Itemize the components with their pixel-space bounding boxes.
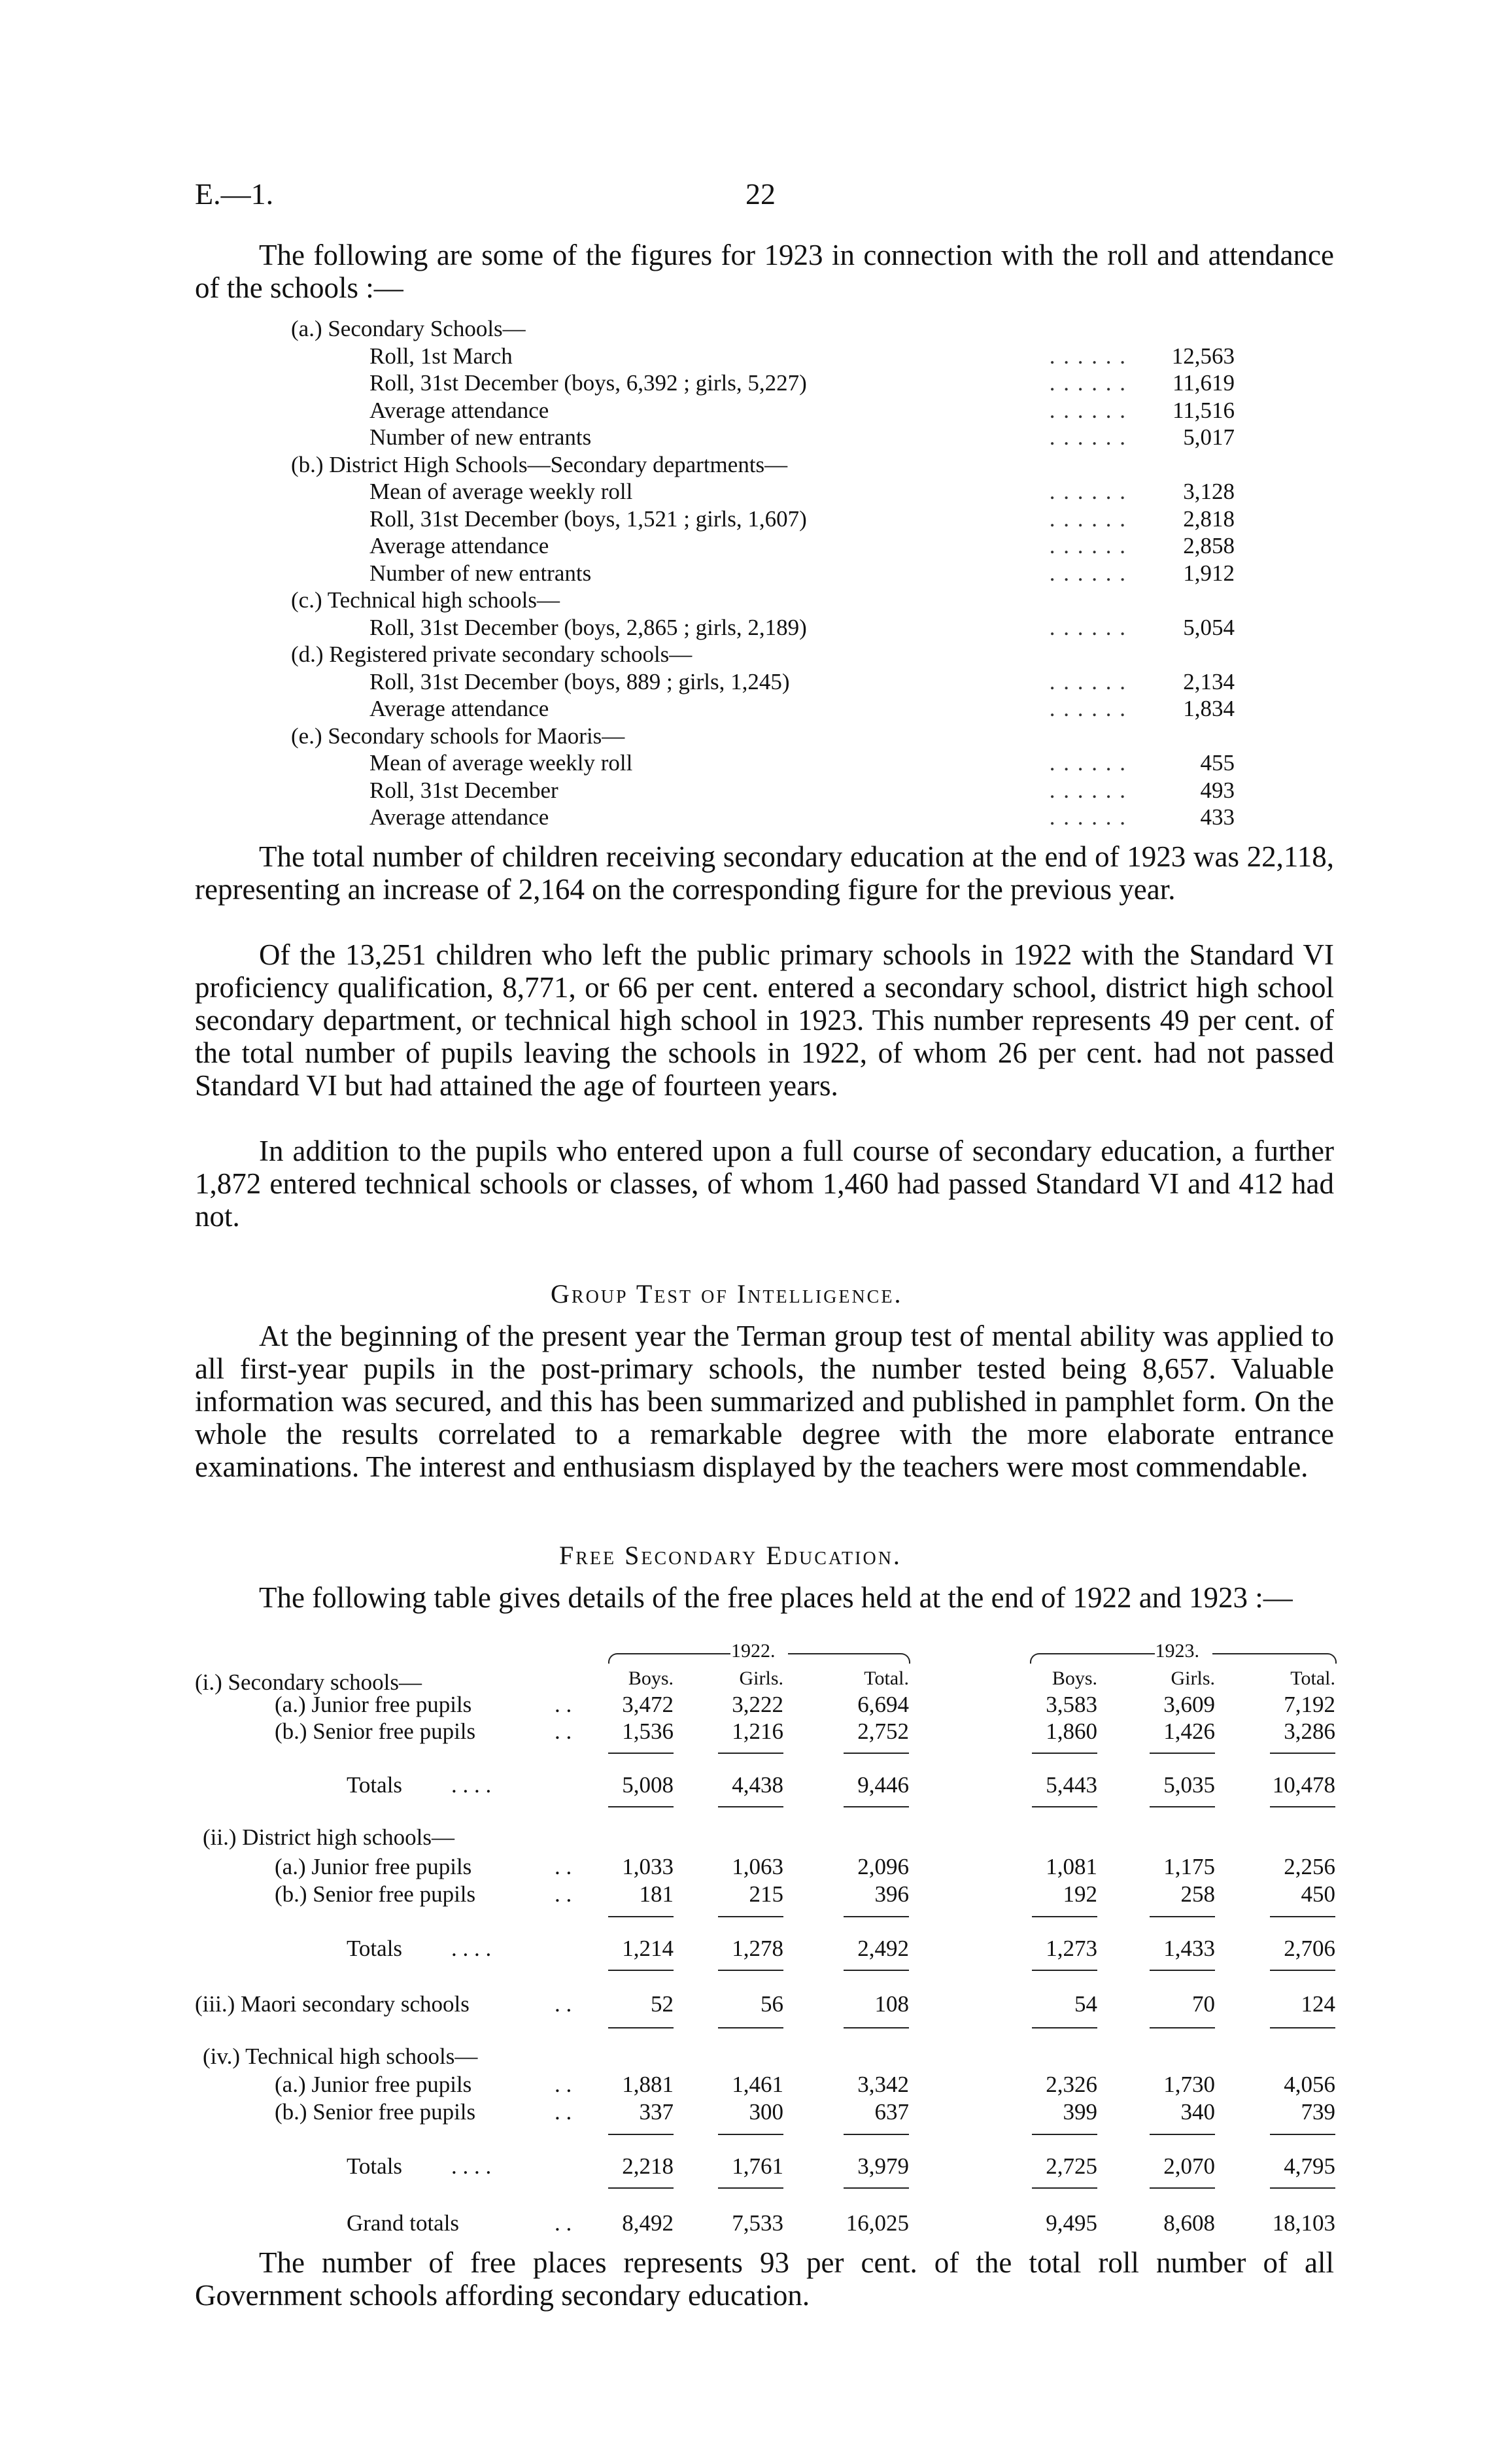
total-rule (1032, 2134, 1097, 2135)
total-rule (1150, 1970, 1215, 1971)
table-cell: 399 (1063, 2099, 1097, 2125)
table-row-label: (iii.) Maori secondary schools (195, 1991, 470, 2017)
paragraph-technical-entrants: In addition to the pupils who entered upon a full course of secondary education, a further 1,872 entered technical schools or classes, of whom 1,460 had passed Standard VI and 412 had not. (195, 1135, 1334, 1233)
total-rule (608, 1970, 674, 1971)
table-cell: 1,730 (1163, 2072, 1215, 2097)
table-cell: 300 (749, 2099, 783, 2125)
table-cell: 1,426 (1163, 1719, 1215, 1744)
paragraph-total-secondary: The total number of children receiving secondary education at the end of 1923 was 22,118, representing an increase of 2,164 on the corresponding figure for the previous year. (195, 840, 1334, 906)
table-cell: 3,609 (1163, 1692, 1215, 1717)
year-brace-left (608, 1653, 730, 1664)
leader-dots: . . (555, 2210, 572, 2236)
table-cell: 1,273 (1046, 1936, 1097, 1961)
paragraph-terman-test: At the beginning of the present year the Terman group test of mental ability was applied to all first-year pupils in the post-primary schools, the number tested being 8,657. Valuable information was secured, and this has been summarized and published in pamphlet form. On the whole the results correlated to a remarkable degree with the more elaborate entrance examinations. The interest and enthusiasm displayed by the teachers were most commendable. (195, 1320, 1334, 1483)
table-cell: 56 (761, 1991, 783, 2017)
paragraph-free-places-percent: The number of free places represents 93 per cent. of the total roll number of all Government schools affording secondary education. (195, 2246, 1334, 2312)
total-rule (1150, 2187, 1215, 2189)
stats-item-value: 11,619 (1172, 370, 1235, 396)
table-cell: 1,063 (732, 1854, 783, 1879)
table-cell: 16,025 (846, 2210, 909, 2236)
table-cell: 1,175 (1163, 1854, 1215, 1879)
column-header: Girls. (1171, 1668, 1215, 1689)
total-rule (718, 1753, 783, 1754)
leader-dots: . . . . . . (1049, 505, 1127, 532)
total-rule (1150, 1916, 1215, 1917)
table-cell: 1,033 (622, 1854, 674, 1879)
table-cell: 1,881 (622, 2072, 674, 2097)
leader-dots: . . . . . . (1049, 479, 1127, 504)
section-heading-intelligence: Group Test of Intelligence. (551, 1279, 903, 1309)
table-cell: 9,495 (1046, 2210, 1097, 2236)
table-cell: 3,583 (1046, 1692, 1097, 1717)
leader-dots: . . (555, 1719, 572, 1744)
leader-dots: . . . . . . (1049, 533, 1127, 558)
stats-item-label: Average attendance (369, 696, 549, 721)
total-rule (844, 2134, 909, 2135)
intro-paragraph: The following are some of the figures for 1923 in connection with the roll and attendance of the schools :— (195, 239, 1334, 304)
leader-dots: . . . . . . (1049, 804, 1127, 830)
column-header: Boys. (628, 1668, 674, 1689)
table-cell: 3,472 (622, 1692, 674, 1717)
table-cell: 54 (1074, 1991, 1097, 2017)
stats-item-label: Roll, 31st December (boys, 2,865 ; girls, 2,189) (369, 614, 807, 640)
table-cell: 1,860 (1046, 1719, 1097, 1744)
leader-dots: . . . . (451, 1936, 492, 1961)
table-cell: 1,278 (732, 1936, 783, 1961)
leader-dots: . . (555, 2072, 572, 2097)
table-cell: 7,192 (1284, 1692, 1335, 1717)
table-cell: 6,694 (857, 1692, 909, 1717)
total-rule (1150, 2134, 1215, 2135)
total-rule (844, 1753, 909, 1754)
stats-item-label: Roll, 31st December (boys, 1,521 ; girls, 1,607) (369, 505, 807, 532)
stats-item-value: 11,516 (1172, 397, 1235, 423)
table-cell: 2,096 (857, 1854, 909, 1879)
leader-dots: . . . . . . (1049, 614, 1127, 640)
table-cell: 215 (749, 1881, 783, 1907)
leader-dots: . . (555, 1991, 572, 2017)
table-cell: 181 (639, 1881, 674, 1907)
table-cell: 2,725 (1046, 2153, 1097, 2179)
total-rule (608, 2027, 674, 2028)
total-rule (1150, 2027, 1215, 2028)
leader-dots: . . (555, 1854, 572, 1879)
leader-dots: . . . . . . (1049, 750, 1127, 776)
table-cell: 8,492 (622, 2210, 674, 2236)
table-cell: 4,056 (1284, 2072, 1335, 2097)
table-cell: 18,103 (1272, 2210, 1335, 2236)
stats-item-value: 2,818 (1183, 505, 1235, 532)
table-row-label: Totals (347, 2153, 403, 2179)
total-rule (608, 1753, 674, 1754)
table-cell: 1,433 (1163, 1936, 1215, 1961)
stats-item-label: Number of new entrants (369, 560, 592, 586)
total-rule (718, 2187, 783, 2189)
stats-item-value: 1,912 (1183, 560, 1235, 586)
table-cell: 52 (651, 1991, 674, 2017)
total-rule (718, 2027, 783, 2028)
table-cell: 2,070 (1163, 2153, 1215, 2179)
stats-group-title: (a.) Secondary Schools— (291, 316, 526, 341)
total-rule (1032, 2187, 1097, 2189)
leader-dots: . . . . . . (1049, 343, 1127, 369)
column-header: Total. (1290, 1668, 1335, 1689)
table-cell: 5,443 (1046, 1772, 1097, 1798)
table-cell: 258 (1180, 1881, 1215, 1907)
table-cell: 108 (874, 1991, 909, 2017)
document-code: E.—1. (195, 177, 274, 211)
table-cell: 396 (874, 1881, 909, 1907)
year-1923-label: 1923. (1155, 1640, 1199, 1662)
total-rule (1270, 2187, 1335, 2189)
stats-item-value: 5,054 (1183, 614, 1235, 640)
table-cell: 1,214 (622, 1936, 674, 1961)
table-cell: 70 (1192, 1991, 1215, 2017)
stats-group-title: (e.) Secondary schools for Maoris— (291, 723, 625, 749)
stats-group-title: (b.) District High Schools—Secondary departments— (291, 451, 788, 477)
table-row-label: Totals (347, 1936, 403, 1961)
table-row-label: (a.) Junior free pupils (275, 1854, 472, 1879)
table-row-label: (b.) Senior free pupils (275, 1719, 476, 1744)
table-cell: 340 (1180, 2099, 1215, 2125)
total-rule (844, 1916, 909, 1917)
leader-dots: . . . . (451, 2153, 492, 2179)
stats-item-label: Roll, 1st March (369, 343, 513, 369)
total-rule (1032, 1970, 1097, 1971)
leader-dots: . . (555, 2099, 572, 2125)
table-row-label: Grand totals (347, 2210, 460, 2236)
table-cell: 1,536 (622, 1719, 674, 1744)
stats-group-title: (d.) Registered private secondary schools— (291, 642, 693, 667)
table-cell: 4,438 (732, 1772, 783, 1798)
total-rule (844, 1806, 909, 1807)
table-cell: 3,979 (857, 2153, 909, 2179)
leader-dots: . . . . . . (1049, 696, 1127, 721)
total-rule (1032, 1916, 1097, 1917)
table-cell: 450 (1301, 1881, 1335, 1907)
total-rule (718, 1806, 783, 1807)
table-cell: 5,035 (1163, 1772, 1215, 1798)
table-cell: 2,218 (622, 2153, 674, 2179)
table-cell: 4,795 (1284, 2153, 1335, 2179)
stats-item-label: Average attendance (369, 397, 549, 423)
table-cell: 9,446 (857, 1772, 909, 1798)
leader-dots: . . (555, 1881, 572, 1907)
total-rule (608, 1916, 674, 1917)
table-row-label: (iv.) Technical high schools— (203, 2044, 478, 2069)
table-row-label: (a.) Junior free pupils (275, 1692, 472, 1717)
leader-dots: . . . . . . (1049, 424, 1127, 450)
stats-item-value: 3,128 (1183, 479, 1235, 504)
table-cell: 637 (874, 2099, 909, 2125)
section-heading-free-education: Free Secondary Education. (559, 1541, 902, 1570)
table-cell: 337 (639, 2099, 674, 2125)
stats-item-value: 455 (1200, 750, 1235, 776)
table-cell: 1,216 (732, 1719, 783, 1744)
leader-dots: . . (555, 1692, 572, 1717)
total-rule (1270, 1753, 1335, 1754)
table-cell: 3,222 (732, 1692, 783, 1717)
total-rule (1270, 2134, 1335, 2135)
total-rule (1150, 1806, 1215, 1807)
table-cell: 2,326 (1046, 2072, 1097, 2097)
table-row-label: (a.) Junior free pupils (275, 2072, 472, 2097)
table-cell: 1,761 (732, 2153, 783, 2179)
year-brace-left (1030, 1653, 1155, 1664)
total-rule (1270, 1806, 1335, 1807)
total-rule (1032, 2027, 1097, 2028)
table-cell: 2,492 (857, 1936, 909, 1961)
column-header: Total. (864, 1668, 909, 1689)
paragraph-primary-leavers: Of the 13,251 children who left the public primary schools in 1922 with the Standard VI proficiency qualification, 8,771, or 66 per cent. entered a secondary school, district high school secondary department, or technical high school in 1923. This number represents 49 per cent. of the total number of pupils leaving the schools in 1922, of whom 26 per cent. had not passed Standard VI but had attained the age of fourteen years. (195, 938, 1334, 1102)
table-cell: 2,752 (857, 1719, 909, 1744)
table-cell: 124 (1301, 1991, 1335, 2017)
table-cell: 3,342 (857, 2072, 909, 2097)
total-rule (1270, 1970, 1335, 1971)
total-rule (1032, 1806, 1097, 1807)
total-rule (608, 2187, 674, 2189)
table-cell: 2,256 (1284, 1854, 1335, 1879)
total-rule (844, 1970, 909, 1971)
stats-item-label: Roll, 31st December (boys, 6,392 ; girls, 5,227) (369, 370, 807, 396)
page-number: 22 (745, 177, 776, 211)
table-row-label: (i.) Secondary schools— (195, 1669, 422, 1695)
leader-dots: . . . . . . (1049, 777, 1127, 803)
table-cell: 7,533 (732, 2210, 783, 2236)
table-cell: 739 (1301, 2099, 1335, 2125)
table-row-label: (ii.) District high schools— (203, 1824, 454, 1850)
table-cell: 3,286 (1284, 1719, 1335, 1744)
stats-item-value: 5,017 (1183, 424, 1235, 450)
total-rule (844, 2187, 909, 2189)
stats-item-value: 2,858 (1183, 533, 1235, 558)
table-row-label: (b.) Senior free pupils (275, 2099, 476, 2125)
table-cell: 5,008 (622, 1772, 674, 1798)
total-rule (718, 1970, 783, 1971)
column-header: Girls. (739, 1668, 783, 1689)
stats-item-label: Roll, 31st December (369, 777, 558, 803)
total-rule (718, 2134, 783, 2135)
leader-dots: . . . . . . (1049, 370, 1127, 396)
year-brace-right (1212, 1653, 1337, 1664)
stats-item-value: 493 (1200, 777, 1235, 803)
total-rule (608, 1806, 674, 1807)
column-header: Boys. (1052, 1668, 1097, 1689)
year-brace-right (788, 1653, 910, 1664)
table-row-label: (b.) Senior free pupils (275, 1881, 476, 1907)
stats-item-value: 2,134 (1183, 668, 1235, 694)
stats-item-label: Number of new entrants (369, 424, 592, 450)
stats-item-label: Average attendance (369, 804, 549, 830)
paragraph-table-intro: The following table gives details of the free places held at the end of 1922 and 1923 :— (259, 1581, 1293, 1614)
table-cell: 1,461 (732, 2072, 783, 2097)
total-rule (1270, 2027, 1335, 2028)
leader-dots: . . . . . . (1049, 560, 1127, 586)
total-rule (1270, 1916, 1335, 1917)
table-cell: 1,081 (1046, 1854, 1097, 1879)
stats-item-value: 12,563 (1171, 343, 1235, 369)
stats-item-label: Average attendance (369, 533, 549, 558)
stats-group-title: (c.) Technical high schools— (291, 587, 560, 613)
table-row-label: Totals (347, 1772, 403, 1798)
table-cell: 10,478 (1272, 1772, 1335, 1798)
stats-item-label: Mean of average weekly roll (369, 750, 633, 776)
total-rule (844, 2027, 909, 2028)
stats-item-label: Mean of average weekly roll (369, 479, 633, 504)
stats-item-label: Roll, 31st December (boys, 889 ; girls, 1,245) (369, 668, 790, 694)
total-rule (718, 1916, 783, 1917)
year-1922-label: 1922. (731, 1640, 776, 1662)
total-rule (1150, 1753, 1215, 1754)
stats-item-value: 433 (1200, 804, 1235, 830)
total-rule (608, 2134, 674, 2135)
table-cell: 192 (1063, 1881, 1097, 1907)
total-rule (1032, 1753, 1097, 1754)
table-cell: 2,706 (1284, 1936, 1335, 1961)
leader-dots: . . . . . . (1049, 397, 1127, 423)
table-cell: 8,608 (1163, 2210, 1215, 2236)
leader-dots: . . . . (451, 1772, 492, 1798)
stats-item-value: 1,834 (1183, 696, 1235, 721)
leader-dots: . . . . . . (1049, 668, 1127, 694)
